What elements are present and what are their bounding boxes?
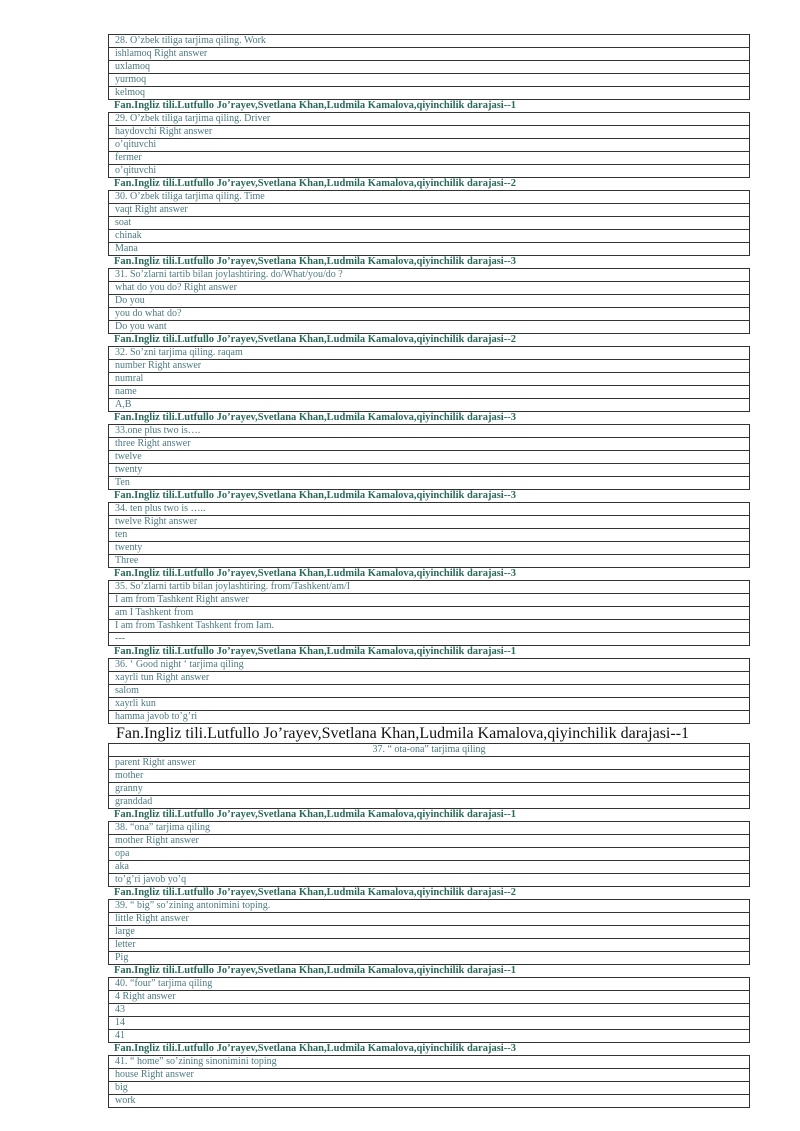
question-table: [108, 424, 750, 490]
question-table: [108, 268, 750, 334]
question-table: [108, 658, 750, 724]
question-block: [108, 821, 750, 899]
question-block: [108, 743, 750, 821]
answer-option: granddad: [109, 796, 749, 809]
answer-option: mother: [109, 770, 749, 783]
question-block: [108, 346, 750, 424]
answer-option: kelmoq: [109, 87, 749, 100]
subject-header: Fan.Ingliz tili.Lutfullo Jo’rayev,Svetlana Khan,Ludmila Kamalova,qiyinchilik darajasi--3: [114, 490, 516, 501]
question-text: 40. “four” tarjima qiling: [109, 978, 749, 991]
question-text: 29. O’zbek tiliga tarjima qiling. Driver: [109, 113, 749, 126]
question-block: [108, 580, 750, 658]
answer-option: xayrli kun: [109, 698, 749, 711]
question-text: 28. O’zbek tiliga tarjima qiling. Work: [109, 35, 749, 48]
answer-option: Three: [109, 555, 749, 568]
question-table: [108, 899, 750, 965]
question-text: 33.one plus two is….: [109, 425, 749, 438]
subject-header: Fan.Ingliz tili.Lutfullo Jo’rayev,Svetlana Khan,Ludmila Kamalova,qiyinchilik darajasi--1: [114, 965, 516, 976]
subject-header: Fan.Ingliz tili.Lutfullo Jo’rayev,Svetlana Khan,Ludmila Kamalova,qiyinchilik darajasi--3: [114, 412, 516, 423]
subject-header: Fan.Ingliz tili.Lutfullo Jo’rayev,Svetlana Khan,Ludmila Kamalova,qiyinchilik darajasi--1: [114, 809, 516, 820]
answer-option: parent Right answer: [109, 757, 749, 770]
answer-option: opa: [109, 848, 749, 861]
answer-option: Do you want: [109, 321, 749, 334]
subject-header: Fan.Ingliz tili.Lutfullo Jo’rayev,Svetlana Khan,Ludmila Kamalova,qiyinchilik darajasi--3: [114, 568, 516, 579]
answer-option: name: [109, 386, 749, 399]
question-text: 31. So’zlarni tartib bilan joylashtiring. do/What/you/do ?: [109, 269, 749, 282]
question-text: 41. “ home” so’zining sinonimini toping: [109, 1056, 749, 1069]
answer-option: hamma javob to’g’ri: [109, 711, 749, 724]
answer-option: am I Tashkent from: [109, 607, 749, 620]
question-block: [108, 424, 750, 502]
question-block: [108, 268, 750, 346]
question-table: [108, 1055, 750, 1108]
answer-option: twenty: [109, 542, 749, 555]
answer-option: what do you do? Right answer: [109, 282, 749, 295]
answer-option: Ten: [109, 477, 749, 490]
question-table: [108, 346, 750, 412]
answer-option: three Right answer: [109, 438, 749, 451]
answer-option: granny: [109, 783, 749, 796]
question-table: [108, 190, 750, 256]
answer-option: to’g’ri javob yo’q: [109, 874, 749, 887]
answer-option: Pig: [109, 952, 749, 965]
answer-option: 14: [109, 1017, 749, 1030]
answer-option: number Right answer: [109, 360, 749, 373]
question-table: [108, 34, 750, 100]
question-table: [108, 977, 750, 1043]
question-text: 30. O’zbek tiliga tarjima qiling. Time: [109, 191, 749, 204]
question-block: [108, 977, 750, 1055]
answer-option: 41: [109, 1030, 749, 1043]
answer-option: I am from Tashkent Right answer: [109, 594, 749, 607]
question-block: [108, 112, 750, 190]
answer-option: twelve Right answer: [109, 516, 749, 529]
subject-header: Fan.Ingliz tili.Lutfullo Jo’rayev,Svetlana Khan,Ludmila Kamalova,qiyinchilik darajasi--2: [114, 887, 516, 898]
subject-header: Fan.Ingliz tili.Lutfullo Jo’rayev,Svetlana Khan,Ludmila Kamalova,qiyinchilik darajasi--2: [114, 178, 516, 189]
answer-option: uxlamoq: [109, 61, 749, 74]
answer-option: chinak: [109, 230, 749, 243]
question-block: [108, 658, 750, 743]
subject-header: Fan.Ingliz tili.Lutfullo Jo’rayev,Svetlana Khan,Ludmila Kamalova,qiyinchilik darajasi--1: [116, 725, 690, 742]
answer-option: 4 Right answer: [109, 991, 749, 1004]
question-block: [108, 1055, 750, 1108]
answer-option: ---: [109, 633, 749, 646]
answer-option: twenty: [109, 464, 749, 477]
answer-option: work: [109, 1095, 749, 1108]
question-text: 36. ‘ Good night ‘ tarjima qiling: [109, 659, 749, 672]
answer-option: soat: [109, 217, 749, 230]
question-table: [108, 743, 750, 809]
answer-option: aka: [109, 861, 749, 874]
question-block: [108, 34, 750, 112]
subject-header: Fan.Ingliz tili.Lutfullo Jo’rayev,Svetlana Khan,Ludmila Kamalova,qiyinchilik darajasi--2: [114, 334, 516, 345]
answer-option: letter: [109, 939, 749, 952]
question-text: 35. So’zlarni tartib bilan joylashtiring. from/Tashkent/am/I: [109, 581, 749, 594]
answer-option: xayrli tun Right answer: [109, 672, 749, 685]
question-block: [108, 899, 750, 977]
answer-option: o’qituvchi: [109, 139, 749, 152]
answer-option: 43: [109, 1004, 749, 1017]
answer-option: large: [109, 926, 749, 939]
answer-option: numral: [109, 373, 749, 386]
answer-option: Do you: [109, 295, 749, 308]
answer-option: haydovchi Right answer: [109, 126, 749, 139]
question-table: [108, 112, 750, 178]
answer-option: yurmoq: [109, 74, 749, 87]
question-text: 34. ten plus two is …..: [109, 503, 749, 516]
answer-option: ten: [109, 529, 749, 542]
question-block: [108, 190, 750, 268]
answer-option: twelve: [109, 451, 749, 464]
answer-option: o’qituvchi: [109, 165, 749, 178]
subject-header: Fan.Ingliz tili.Lutfullo Jo’rayev,Svetlana Khan,Ludmila Kamalova,qiyinchilik darajasi--3: [114, 1043, 516, 1054]
answer-option: fermer: [109, 152, 749, 165]
question-text: 38. “ona” tarjima qiling: [109, 822, 749, 835]
question-text: 39. “ big” so’zining antonimini toping.: [109, 900, 749, 913]
subject-header: Fan.Ingliz tili.Lutfullo Jo’rayev,Svetlana Khan,Ludmila Kamalova,qiyinchilik darajasi--1: [114, 100, 516, 111]
answer-option: you do what do?: [109, 308, 749, 321]
question-text: 37. “ ota-ona” tarjima qiling: [109, 744, 749, 757]
question-text: 32. So’zni tarjima qiling. raqam: [109, 347, 749, 360]
answer-option: A,B: [109, 399, 749, 412]
answer-option: salom: [109, 685, 749, 698]
answer-option: little Right answer: [109, 913, 749, 926]
question-block: [108, 502, 750, 580]
answer-option: ishlamoq Right answer: [109, 48, 749, 61]
subject-header: Fan.Ingliz tili.Lutfullo Jo’rayev,Svetlana Khan,Ludmila Kamalova,qiyinchilik darajasi--3: [114, 256, 516, 267]
answer-option: vaqt Right answer: [109, 204, 749, 217]
answer-option: Mana: [109, 243, 749, 256]
subject-header: Fan.Ingliz tili.Lutfullo Jo’rayev,Svetlana Khan,Ludmila Kamalova,qiyinchilik darajasi--1: [114, 646, 516, 657]
answer-option: big: [109, 1082, 749, 1095]
question-table: [108, 580, 750, 646]
answer-option: I am from Tashkent Tashkent from Iam.: [109, 620, 749, 633]
test-document: [108, 34, 750, 1108]
answer-option: house Right answer: [109, 1069, 749, 1082]
question-table: [108, 502, 750, 568]
question-table: [108, 821, 750, 887]
answer-option: mother Right answer: [109, 835, 749, 848]
